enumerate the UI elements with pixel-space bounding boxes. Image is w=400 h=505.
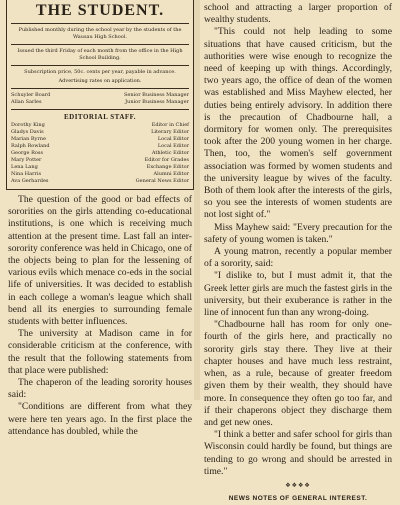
staff-name: Dorothy King [11, 122, 45, 128]
ornament-divider: ❖❖❖❖ [285, 482, 311, 489]
staff-name: Mary Potter [11, 157, 42, 163]
article-paragraph: The question of the good or bad effects of sororities on the girls attending co-educational institutions, is one which is receiving much attention at the present time. Last fall an inter-sorority conference was held in Chicago, one of the objects being to plan for the lessening of various evils which menace co-eds in the social life of universities. It was decided to establish in each college a woman's league which shall bend all its energies to surrounding female students with better influences. [8, 194, 192, 328]
article-paragraph: "I dislike to, but I must admit it, that the Greek letter girls are much the fastest girls in the university, but their exuberance is rather in the line of innocent fun than any wrong-doing. [204, 270, 392, 319]
staff-name: Schuyler Board [11, 92, 51, 98]
business-row [11, 99, 189, 106]
article-paragraph: "I think a better and safer school for girls than Wisconsin could hardly be found, but things are tending to go wrong and should be arrested in time." [204, 429, 392, 477]
staff-role: General News Editor [135, 178, 189, 184]
right-article [200, 0, 394, 505]
article-paragraph: The university at Madison came in for considerable criticism at the conference, with the result that the following statements from that place were published: [8, 328, 192, 376]
staff-row [11, 122, 189, 129]
staff-row [11, 171, 189, 178]
staff-name: Ava Gerhardes [11, 178, 49, 184]
staff-row [11, 143, 189, 150]
staff-row [11, 136, 189, 143]
editorial-staff-heading: EDITORIAL STAFF. [63, 113, 137, 121]
masthead-box [6, 0, 194, 190]
article-paragraph: "This could not help leading to some situations that have caused criticism, but the authorities were wise enough to recognize the need of keeping up with things. Accordingly, two years ago, the office of dean of the women was established and Miss Mayhew elected, her duties being entirely advisory. In addition there is the precaution of Chadbourne hall, a dormitory for women only. The prerequisites took after the 200 young women in her charge. Then, too, the women's self government association was formed by women students and the university league by wives of the faculty. Both of them look after the interests of the girls, so you see the interests of women students are not lost sight of." [204, 26, 392, 221]
staff-role: Alumni Editor [153, 171, 189, 177]
article-paragraph: The chaperon of the leading sorority houses said: [8, 377, 192, 401]
staff-name: Marian Byrne [11, 136, 46, 142]
staff-role: Exchange Editor [146, 164, 189, 170]
staff-name: Allan Sarles [11, 99, 42, 105]
staff-name: Lena Lang [11, 164, 38, 170]
staff-row [11, 157, 189, 164]
article-paragraph: "Chadbourne hall has room for only one-fourth of the girls here, and practically no sorority girls stay there. They live at their chapter houses and have much less restraint, when, as a rule, because of greater freedom given them by their wealth, they should have more. In consequence they often go too far, and if their chaperons object they discharge them and get new ones. [204, 319, 392, 428]
divider [11, 65, 189, 66]
right-column [200, 0, 394, 503]
published-note: Published monthly during the school year by the students of the Wausau High School. [18, 27, 182, 40]
left-column [6, 0, 194, 437]
issued-note: Issued the third Friday of each month from the office in the High School Building. [17, 48, 183, 61]
staff-role: Local Editor [157, 143, 189, 149]
staff-name: George Ross [11, 150, 44, 156]
divider [11, 44, 189, 45]
staff-row [11, 178, 189, 185]
publication-title: THE STUDENT. [35, 2, 165, 19]
article-paragraph: school and attracting a larger proportion of wealthy students. [204, 2, 392, 26]
staff-role: Literary Editor [151, 129, 189, 135]
staff-role: Editor in Chief [151, 122, 189, 128]
divider [11, 23, 189, 24]
staff-name: Ralph Rowland [11, 143, 50, 149]
left-article [6, 194, 194, 438]
staff-row [11, 164, 189, 171]
staff-row [11, 150, 189, 157]
staff-role: Local Editor [157, 136, 189, 142]
staff-role: Athletic Editor [151, 150, 189, 156]
subscription-note: Subscription price, 50c. cents per year, payable in advance. [24, 69, 176, 75]
divider [11, 109, 189, 110]
staff-name: Nina Harris [11, 171, 42, 177]
news-notes-heading: NEWS NOTES OF GENERAL INTEREST. [228, 495, 368, 503]
article-paragraph: "Conditions are different from what they were here ten years ago. In the first place the attendance has doubled, while the [8, 401, 192, 437]
staff-role: Junior Business Manager [125, 99, 189, 105]
article-paragraph: A young matron, recently a popular member of a sorority, said: [204, 246, 392, 270]
divider [11, 88, 189, 89]
staff-role: Editor for Grades [144, 157, 189, 163]
staff-name: Gladys Davis [11, 129, 44, 135]
business-row [11, 92, 189, 99]
staff-role: Senior Business Manager [123, 92, 189, 98]
article-paragraph: Miss Mayhew said: "Every precaution for the safety of young women is taken." [204, 221, 392, 245]
staff-row [11, 129, 189, 136]
advertising-note: Advertising rates on application. [58, 78, 142, 84]
